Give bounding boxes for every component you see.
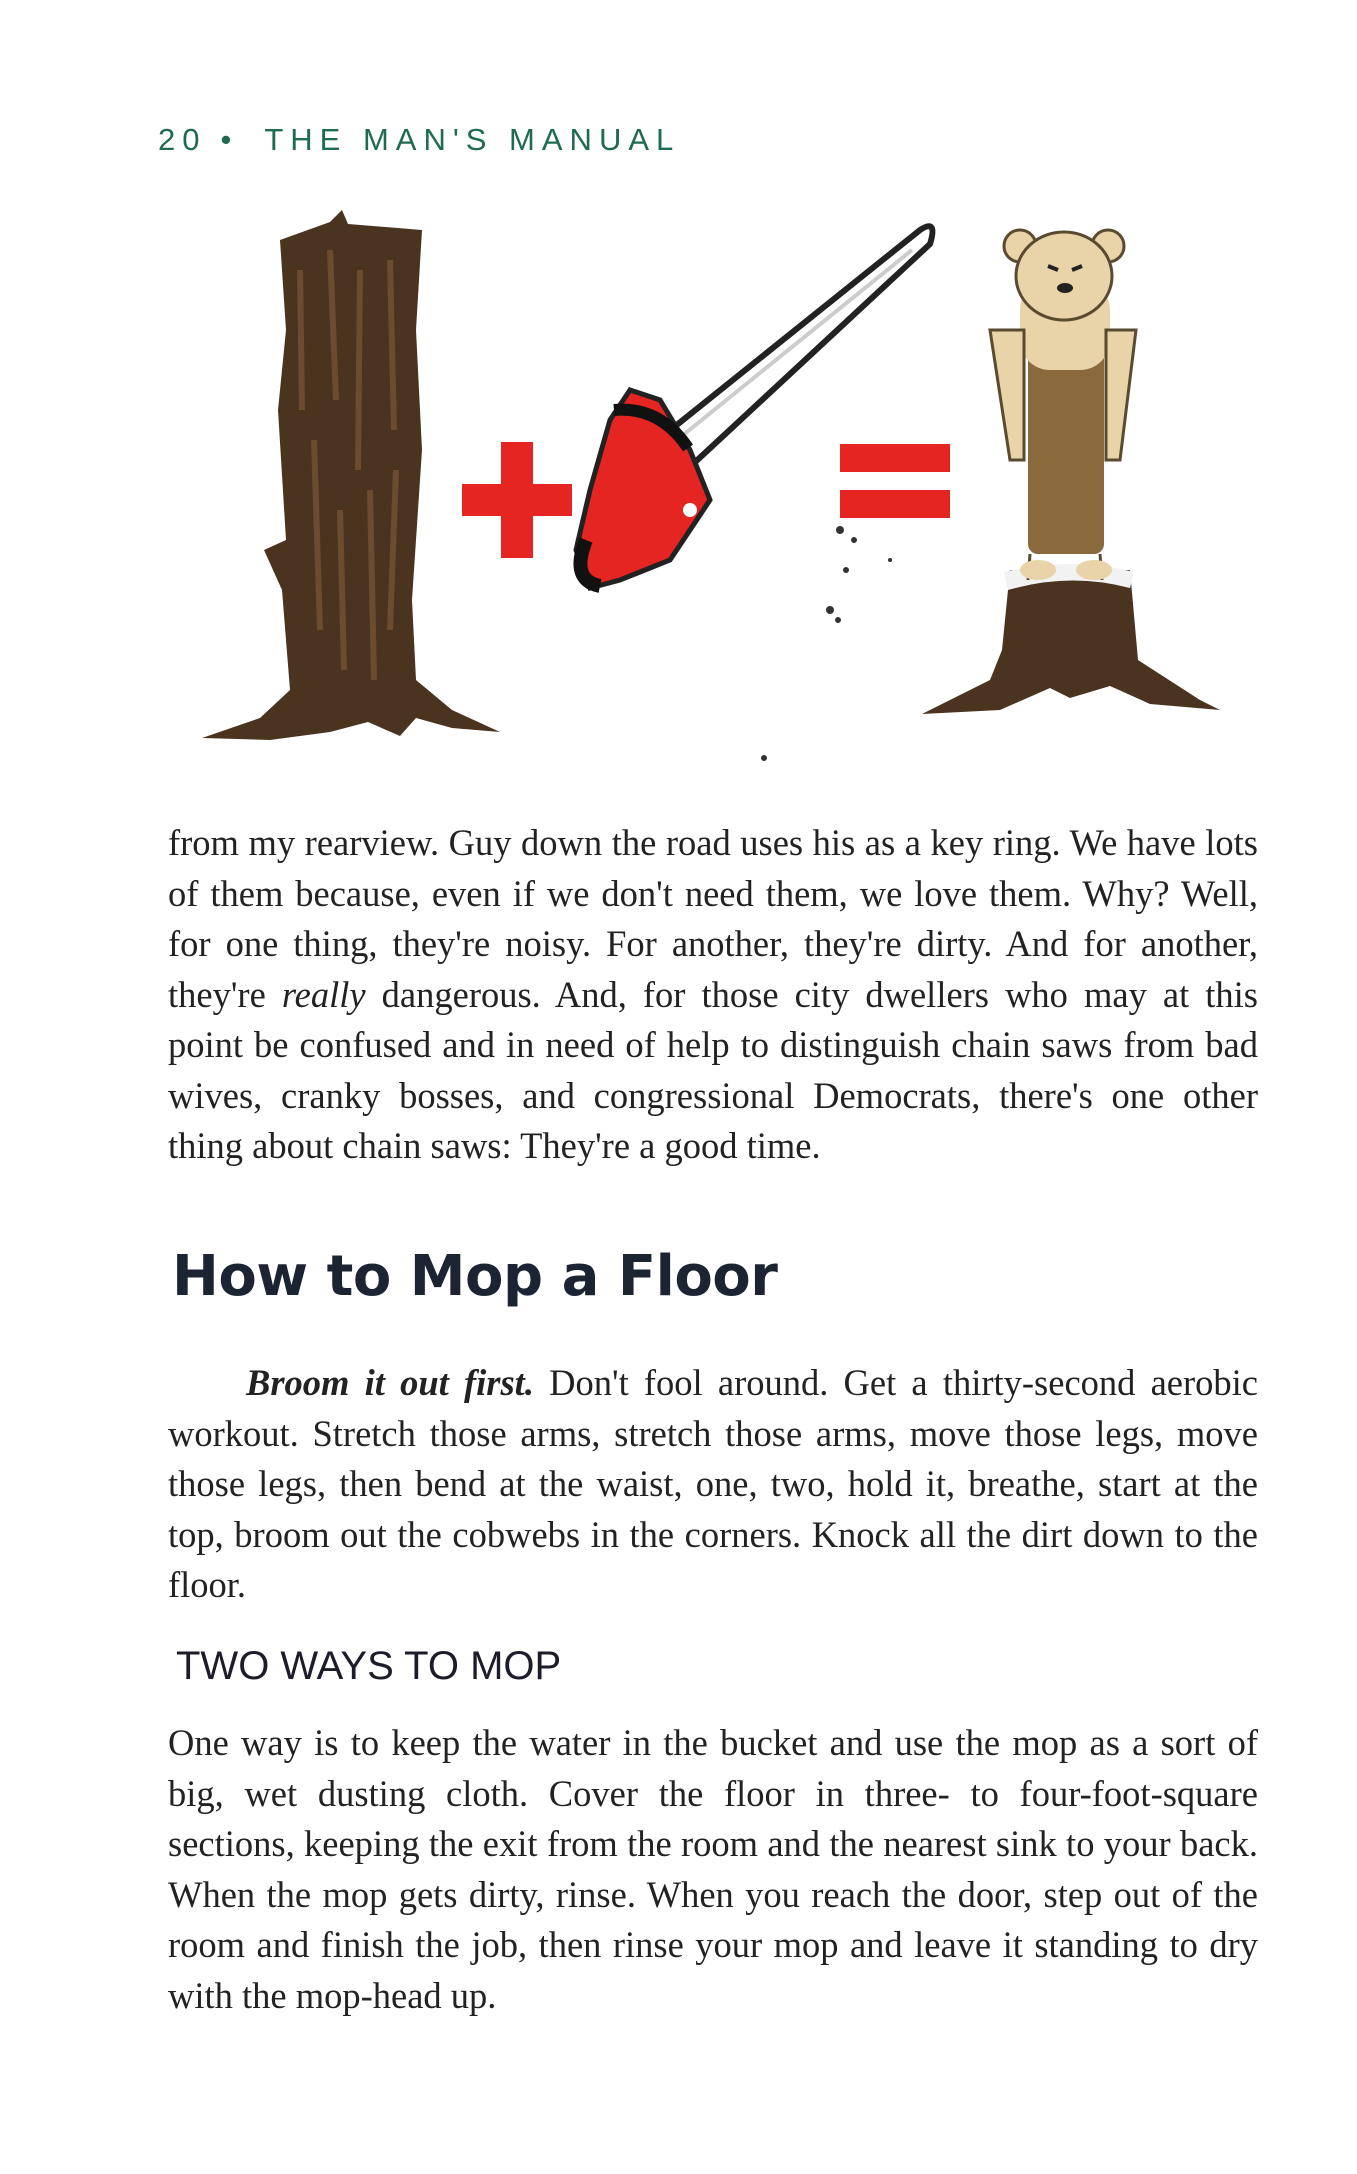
subsection-title: TWO WAYS TO MOP [176,1644,562,1688]
paragraph-chain-saws: from my rearview. Guy down the road uses his as a key ring. We have lots of them because, even if we don't need them, we love them. Why? Well, for one thing, they're noisy. For another, they're dirty. And for another, they're really dangerous. And, for those city dwellers who may at this point be confused and in need of help to distinguish chain saws from bad wives, cranky bosses, and congressional Democrats, there's one other thing about chain saws: They're a good time. [168,822,1258,1166]
equals-icon [840,444,950,518]
paragraph-broom-it-out: Broom it out first. Don't fool around. Get a thirty-second aerobic workout. Stretch those arms, stretch those arms, move those legs, move those legs, then bend at the waist, one, two, hold it, breathe, start at the top, broom out the cobwebs in the corners. Knock all the dirt down to the floor. [168,1362,1258,1605]
plus-icon [462,442,572,558]
chainsaw-icon [576,226,932,588]
running-head [158,122,680,158]
sawdust-specks [761,526,892,761]
book-title: THE MAN'S MANUAL [264,122,681,157]
bear-on-stump-icon [922,230,1220,714]
page-number: 20 [158,122,207,157]
emphasis-word: really [281,973,366,1015]
paragraph-two-ways: One way is to keep the water in the bucket and use the mop as a sort of big, wet dusting cloth. Cover the floor in three- to four-foot-square sections, keeping the exit from the room and the nearest sink to your back. When the mop gets dirty, rinse. When you reach the door, step out of the room and finish the job, then rinse your mop and leave it standing to dry with the mop-head up. [168,1722,1258,2016]
section-title: How to Mop a Floor [172,1244,778,1309]
bullet-separator: • [220,122,239,157]
tree-trunk-icon [202,210,500,740]
lead-in: Broom it out first. [246,1362,534,1403]
tree-plus-chainsaw-equals-bear-illustration [190,210,1230,770]
